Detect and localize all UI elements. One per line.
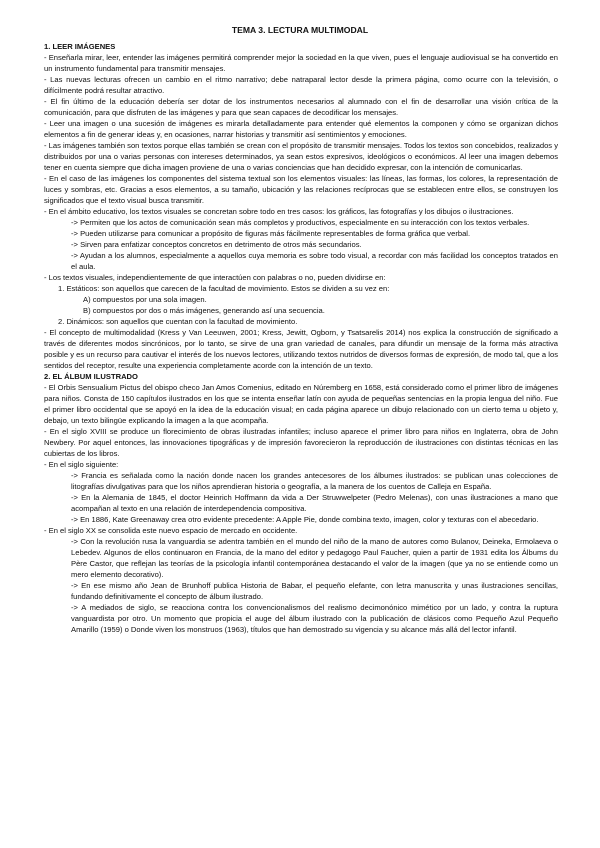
arrow-list-item: -> En 1886, Kate Greenaway crea otro evidente precedente: A Apple Pie, donde combina texto, imagen, color y texturas con el abecedario. [71,515,539,524]
paragraph: - Las imágenes también son textos porque ellas también se crean con el propósito de transmitir mensajes. Todos los textos son concebidos, realizados y distribuidos por una o varias personas con intereses determinados, ya sean estos expresivos, ideológicos o económicos. Al leer una imagen debemos tener en cuenta siempre que dicha imagen proviene de una o varias conciencias que han decidido expresar, con la intención de comunicarlas. [44,141,558,172]
paragraph: - Leer una imagen o una sucesión de imágenes es mirarla detalladamente para entender qué elementos la componen y cómo se organizan dichos elementos a fin de generar ideas y, en ocasiones, narrar historias y transmitir así sentimientos y emociones. [44,119,558,139]
paragraph: - En el siglo XX se consolida este nuevo espacio de mercado en occidente. [44,526,298,535]
arrow-list-item: -> Sirven para enfatizar conceptos concretos en detrimento de otros más secundarios. [71,240,362,249]
paragraph: - Enseñarla mirar, leer, entender las imágenes permitirá comprender mejor la sociedad en la que viven, pues el lenguaje audiovisual se ha convertido en un instrumento fundamental para transmitir mensajes. [44,53,558,73]
paragraph: - El fin último de la educación debería ser dotar de los instrumentos necesarios al alumnado con el fin de desarrollar una visión crítica de la comunicación, para que disfruten de las imágenes y para que sean capaces de decodificar los mensajes. [44,97,558,117]
arrow-list-item: -> Permiten que los actos de comunicación sean más completos y productivos, especialmente en su interacción con los textos verbales. [71,218,530,227]
numbered-list-item: 2. Dinámicos: son aquellos que cuentan con la facultad de movimiento. [58,317,298,326]
lettered-list-item: A) compuestos por una sola imagen. [83,295,207,304]
arrow-list-item: -> Ayudan a los alumnos, especialmente a aquellos cuya memoria es sobre todo visual, a recordar con más facilidad los conceptos tratados en el aula. [71,251,558,271]
paragraph: - El Orbis Sensualium Pictus del obispo checo Jan Amos Comenius, editado en Núremberg en 1658, está considerado como el primer libro de imágenes para niños. Consta de 150 capítulos ilustrados en los que se intenta enseñar latín con ayuda de pequeñas sentencias en la propia lengua del niño. Fue el primer libro occidental que se apoyó en la idea de la educación visual; en cada página aparece un dibujo relacionado con un cierto tema u objeto y, debajo, un texto bilingüe explicando la imagen a la que acompaña. [44,383,558,425]
arrow-list-item: -> Pueden utilizarse para comunicar a propósito de figuras más fácilmente representables de forma gráfica que verbal. [71,229,471,238]
arrow-list-item: -> Con la revolución rusa la vanguardia se adentra también en el mundo del niño de la mano de autores como Bulanov, Deineka, Ermolaeva o Lebedev. Algunos de ellos continuaron en Francia, de la mano del editor y pedagogo Paul Faucher, quien a partir de 1931 edita los Álbums du Père Castor, que reflejan las teorías de la psicología infantil contemporánea destacando el valor de la imagen (que ya no se entiende como un mero elemento decorativo). [71,537,558,579]
section-heading-leer-imagenes: 1. LEER IMÁGENES [44,42,116,51]
section-heading-album-ilustrado: 2. EL ÁLBUM ILUSTRADO [44,372,138,381]
paragraph: - En el ámbito educativo, los textos visuales se concretan sobre todo en tres casos: los gráficos, las fotografías y los dibujos o ilustraciones. [44,207,514,216]
document-body [44,41,558,635]
lettered-list-item: B) compuestos por dos o más imágenes, generando así una secuencia. [83,306,325,315]
arrow-list-item: -> En ese mismo año Jean de Brunhoff publica Historia de Babar, el pequeño elefante, con letra manuscrita y unas ilustraciones sencillas, fundando definitivamente el concepto de álbum ilustrado. [71,581,558,601]
document-title: TEMA 3. LECTURA MULTIMODAL [231,25,369,35]
arrow-list-item: -> Francia es señalada como la nación donde nacen los grandes antecesores de los álbumes ilustrados: se publican unas colecciones de litografías divulgativas para que los niños aprendieran historia o geografía, a la manera de los cuentos de Calleja en España. [71,471,558,491]
numbered-list-item: 1. Estáticos: son aquellos que carecen de la facultad de movimiento. Estos se dividen a su vez en: [58,284,390,293]
paragraph: - Las nuevas lecturas ofrecen un cambio en el ritmo narrativo; debe natraparal lector desde la primera página, como ocurre con la televisión, o difícilmente podrá resultar atractivo. [44,75,558,95]
arrow-list-item: -> A mediados de siglo, se reacciona contra los convencionalismos del realismo decimonónico mimético por un lado, y contra la ruptura vanguardista por otro. Un momento que propicia el auge del álbum ilustrado con la publicación de clásicos como Pequeño Azul Pequeño Amarillo (1959) o Donde viven los monstruos (1963), títulos que han demostrado su vigencia y su alcance más allá del lector infantil. [71,603,558,634]
paragraph: - Los textos visuales, independientemente de que interactúen con palabras o no, pueden dividirse en: [44,273,386,282]
paragraph: - En el siglo XVIII se produce un florecimiento de obras ilustradas infantiles; incluso aparece el primer libro para niños en Inglaterra, obra de John Newbery. Por aquel entonces, las innovaciones tipográficas y de impresión favorecieron la reproducción de ilustraciones con distintas técnicas en las cubiertas de los libros. [44,427,558,458]
paragraph: - En el siglo siguiente: [44,460,119,469]
paragraph: - El concepto de multimodalidad (Kress y Van Leeuwen, 2001; Kress, Jewitt, Ogborn, y Tsatsarelis 2014) nos explica la construcción de significado a través de diferentes modos sincrónicos, por lo tanto, se sirve de una gran variedad de canales, para difundir un mensaje de la forma más atractiva posible y es un recurso para cautivar el interés de los nuevos lectores, utilizando textos nutridos de diversos formas de expresión, de modo tal, que a los sentidos del receptor, resulte una experiencia completamente acorde con la intención de un texto. [44,328,558,370]
arrow-list-item: -> En la Alemania de 1845, el doctor Heinrich Hoffmann da vida a Der Struwwelpeter (Pedro Melenas), con unas ilustraciones a mano que acompañan al texto en una relación de interdependencia compositiva. [71,493,558,513]
paragraph: - En el caso de las imágenes los componentes del sistema textual son los elementos visuales: las líneas, las formas, los colores, la representación de luces y sombras, etc. Gracias a esos elementos, a su tamaño, ubicación y las relaciones recíprocas que se establecen entre ellos, se construyen los significados que el texto visual busca transmitir. [44,174,558,205]
